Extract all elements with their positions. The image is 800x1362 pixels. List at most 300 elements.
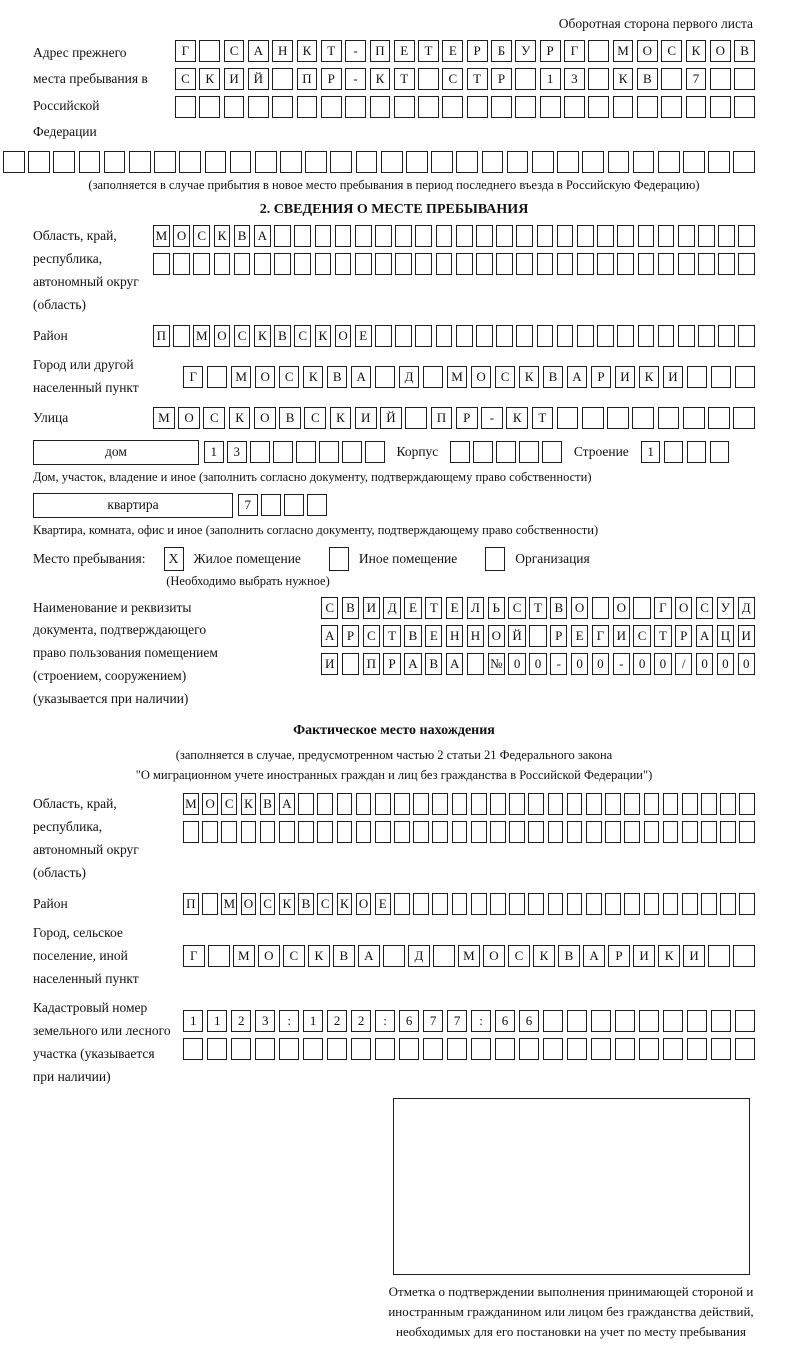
char-box[interactable]	[586, 793, 602, 815]
char-box[interactable]	[516, 225, 533, 247]
char-box[interactable]	[735, 1010, 755, 1032]
char-box[interactable]: Д	[383, 597, 400, 619]
char-box[interactable]: К	[297, 40, 318, 62]
char-box[interactable]	[557, 225, 574, 247]
char-box[interactable]: В	[234, 225, 251, 247]
char-box[interactable]	[53, 151, 75, 173]
char-box[interactable]	[395, 225, 412, 247]
char-box[interactable]	[476, 225, 493, 247]
char-box[interactable]: К	[199, 68, 220, 90]
char-box[interactable]: П	[363, 653, 380, 675]
char-box[interactable]: Р	[540, 40, 561, 62]
char-box[interactable]	[687, 441, 707, 463]
char-box[interactable]: В	[342, 597, 359, 619]
char-box[interactable]	[356, 821, 372, 843]
char-box[interactable]	[738, 325, 755, 347]
char-box[interactable]	[597, 325, 614, 347]
char-box[interactable]	[516, 325, 533, 347]
char-box[interactable]	[698, 253, 715, 275]
char-box[interactable]	[615, 1010, 635, 1032]
char-box[interactable]: П	[153, 325, 170, 347]
char-box[interactable]: У	[515, 40, 536, 62]
char-box[interactable]	[537, 253, 554, 275]
char-box[interactable]: Г	[183, 945, 205, 967]
char-box[interactable]	[528, 793, 544, 815]
char-box[interactable]	[202, 893, 218, 915]
char-box[interactable]	[319, 441, 339, 463]
char-box[interactable]: С	[294, 325, 311, 347]
char-box[interactable]	[663, 1010, 683, 1032]
char-box[interactable]	[452, 793, 468, 815]
char-box[interactable]	[394, 893, 410, 915]
char-box[interactable]	[365, 441, 385, 463]
char-box[interactable]	[639, 1010, 659, 1032]
char-box[interactable]	[557, 253, 574, 275]
char-box[interactable]	[644, 821, 660, 843]
char-box[interactable]: К	[303, 366, 323, 388]
char-box[interactable]	[183, 1038, 203, 1060]
char-box[interactable]: Д	[408, 945, 430, 967]
char-box[interactable]	[644, 893, 660, 915]
char-box[interactable]	[718, 225, 735, 247]
char-box[interactable]	[315, 225, 332, 247]
char-box[interactable]	[342, 653, 359, 675]
char-box[interactable]: Т	[394, 68, 415, 90]
char-box[interactable]: -	[345, 40, 366, 62]
char-box[interactable]: 3	[227, 441, 247, 463]
char-box[interactable]	[734, 68, 755, 90]
char-box[interactable]: Е	[355, 325, 372, 347]
char-box[interactable]	[710, 96, 731, 118]
char-box[interactable]	[624, 893, 640, 915]
char-box[interactable]	[567, 793, 583, 815]
char-box[interactable]	[591, 1038, 611, 1060]
char-box[interactable]: М	[447, 366, 467, 388]
char-box[interactable]	[207, 1038, 227, 1060]
char-box[interactable]: 0	[717, 653, 734, 675]
char-box[interactable]	[701, 821, 717, 843]
char-box[interactable]	[708, 945, 730, 967]
char-box[interactable]	[255, 151, 277, 173]
char-box[interactable]	[658, 253, 675, 275]
char-box[interactable]	[608, 151, 630, 173]
char-box[interactable]	[582, 407, 604, 429]
char-box[interactable]	[315, 253, 332, 275]
char-box[interactable]	[597, 225, 614, 247]
char-box[interactable]: К	[686, 40, 707, 62]
char-box[interactable]: И	[355, 407, 377, 429]
char-box[interactable]	[496, 253, 513, 275]
char-box[interactable]: О	[254, 407, 276, 429]
char-box[interactable]	[607, 407, 629, 429]
char-box[interactable]: Р	[456, 407, 478, 429]
char-box[interactable]	[467, 96, 488, 118]
char-box[interactable]	[153, 253, 170, 275]
char-box[interactable]	[317, 793, 333, 815]
char-box[interactable]: В	[550, 597, 567, 619]
char-box[interactable]	[224, 96, 245, 118]
char-box[interactable]: В	[404, 625, 421, 647]
char-box[interactable]	[355, 225, 372, 247]
char-box[interactable]	[733, 407, 755, 429]
char-box[interactable]: О	[571, 597, 588, 619]
char-box[interactable]	[375, 253, 392, 275]
char-box[interactable]: 1	[207, 1010, 227, 1032]
char-box[interactable]	[450, 441, 470, 463]
char-box[interactable]	[456, 325, 473, 347]
char-box[interactable]	[567, 1010, 587, 1032]
char-box[interactable]: А	[583, 945, 605, 967]
char-box[interactable]	[471, 1038, 491, 1060]
stay-type-checkbox-other[interactable]	[329, 547, 349, 571]
char-box[interactable]	[519, 441, 539, 463]
char-box[interactable]	[471, 793, 487, 815]
char-box[interactable]: В	[734, 40, 755, 62]
char-box[interactable]: 0	[696, 653, 713, 675]
char-box[interactable]	[255, 1038, 275, 1060]
char-box[interactable]	[542, 441, 562, 463]
char-box[interactable]: К	[613, 68, 634, 90]
char-box[interactable]: Л	[467, 597, 484, 619]
char-box[interactable]: А	[248, 40, 269, 62]
char-box[interactable]	[193, 253, 210, 275]
char-box[interactable]: Н	[272, 40, 293, 62]
char-box[interactable]	[433, 945, 455, 967]
char-box[interactable]	[720, 893, 736, 915]
char-box[interactable]: Г	[592, 625, 609, 647]
char-box[interactable]	[179, 151, 201, 173]
char-box[interactable]: -	[613, 653, 630, 675]
char-box[interactable]	[303, 1038, 323, 1060]
char-box[interactable]: Й	[508, 625, 525, 647]
char-box[interactable]	[701, 893, 717, 915]
char-box[interactable]: К	[254, 325, 271, 347]
char-box[interactable]: Р	[321, 68, 342, 90]
char-box[interactable]: О	[258, 945, 280, 967]
char-box[interactable]	[720, 821, 736, 843]
char-box[interactable]	[234, 253, 251, 275]
char-box[interactable]: О	[178, 407, 200, 429]
char-box[interactable]	[734, 96, 755, 118]
char-box[interactable]	[687, 1010, 707, 1032]
char-box[interactable]	[682, 793, 698, 815]
char-box[interactable]	[738, 253, 755, 275]
char-box[interactable]	[624, 793, 640, 815]
char-box[interactable]	[345, 96, 366, 118]
char-box[interactable]: В	[543, 366, 563, 388]
char-box[interactable]	[644, 793, 660, 815]
char-box[interactable]: К	[506, 407, 528, 429]
char-box[interactable]	[406, 151, 428, 173]
char-box[interactable]	[413, 793, 429, 815]
char-box[interactable]	[624, 821, 640, 843]
char-box[interactable]	[633, 597, 650, 619]
char-box[interactable]: -	[481, 407, 503, 429]
char-box[interactable]: А	[446, 653, 463, 675]
char-box[interactable]: К	[330, 407, 352, 429]
char-box[interactable]	[739, 793, 755, 815]
char-box[interactable]	[356, 151, 378, 173]
char-box[interactable]: С	[317, 893, 333, 915]
char-box[interactable]	[711, 1038, 731, 1060]
char-box[interactable]: Е	[404, 597, 421, 619]
char-box[interactable]	[342, 441, 362, 463]
char-box[interactable]	[279, 1038, 299, 1060]
char-box[interactable]	[586, 821, 602, 843]
char-box[interactable]	[491, 96, 512, 118]
char-box[interactable]: М	[231, 366, 251, 388]
char-box[interactable]: К	[214, 225, 231, 247]
char-box[interactable]: 6	[495, 1010, 515, 1032]
char-box[interactable]: О	[637, 40, 658, 62]
char-box[interactable]: К	[315, 325, 332, 347]
char-box[interactable]	[230, 151, 252, 173]
char-box[interactable]	[327, 1038, 347, 1060]
char-box[interactable]: Т	[425, 597, 442, 619]
char-box[interactable]: А	[321, 625, 338, 647]
char-box[interactable]: Р	[491, 68, 512, 90]
char-box[interactable]	[564, 96, 585, 118]
char-box[interactable]: Й	[248, 68, 269, 90]
char-box[interactable]	[495, 1038, 515, 1060]
char-box[interactable]	[739, 821, 755, 843]
char-box[interactable]: К	[308, 945, 330, 967]
char-box[interactable]: Д	[738, 597, 755, 619]
char-box[interactable]	[537, 225, 554, 247]
char-box[interactable]: 1	[641, 441, 661, 463]
char-box[interactable]: 1	[183, 1010, 203, 1032]
char-box[interactable]: И	[224, 68, 245, 90]
char-box[interactable]: Д	[399, 366, 419, 388]
char-box[interactable]	[473, 441, 493, 463]
char-box[interactable]: М	[613, 40, 634, 62]
char-box[interactable]: Е	[571, 625, 588, 647]
char-box[interactable]	[272, 68, 293, 90]
char-box[interactable]	[638, 225, 655, 247]
char-box[interactable]	[658, 325, 675, 347]
char-box[interactable]	[733, 945, 755, 967]
char-box[interactable]: И	[683, 945, 705, 967]
char-box[interactable]: С	[203, 407, 225, 429]
char-box[interactable]	[394, 96, 415, 118]
char-box[interactable]: Т	[532, 407, 554, 429]
char-box[interactable]: В	[333, 945, 355, 967]
char-box[interactable]	[207, 366, 227, 388]
char-box[interactable]: Р	[608, 945, 630, 967]
char-box[interactable]: О	[613, 597, 630, 619]
char-box[interactable]: В	[327, 366, 347, 388]
char-box[interactable]: С	[363, 625, 380, 647]
char-box[interactable]	[605, 821, 621, 843]
char-box[interactable]	[617, 325, 634, 347]
char-box[interactable]	[476, 325, 493, 347]
char-box[interactable]: О	[488, 625, 505, 647]
char-box[interactable]: С	[633, 625, 650, 647]
char-box[interactable]	[567, 821, 583, 843]
char-box[interactable]: Р	[467, 40, 488, 62]
char-box[interactable]	[515, 68, 536, 90]
char-box[interactable]: П	[370, 40, 391, 62]
char-box[interactable]	[456, 253, 473, 275]
char-box[interactable]: 1	[303, 1010, 323, 1032]
char-box[interactable]	[356, 793, 372, 815]
char-box[interactable]	[577, 253, 594, 275]
char-box[interactable]	[639, 1038, 659, 1060]
char-box[interactable]: Б	[491, 40, 512, 62]
char-box[interactable]: О	[356, 893, 372, 915]
char-box[interactable]	[567, 1038, 587, 1060]
char-box[interactable]: Н	[467, 625, 484, 647]
char-box[interactable]	[548, 793, 564, 815]
char-box[interactable]: О	[202, 793, 218, 815]
char-box[interactable]	[592, 597, 609, 619]
char-box[interactable]: Т	[321, 40, 342, 62]
char-box[interactable]	[383, 945, 405, 967]
char-box[interactable]: Т	[418, 40, 439, 62]
char-box[interactable]: К	[639, 366, 659, 388]
char-box[interactable]	[733, 151, 755, 173]
char-box[interactable]	[415, 325, 432, 347]
char-box[interactable]	[476, 253, 493, 275]
char-box[interactable]: К	[658, 945, 680, 967]
char-box[interactable]	[274, 253, 291, 275]
char-box[interactable]: Й	[380, 407, 402, 429]
char-box[interactable]	[711, 366, 731, 388]
char-box[interactable]	[615, 1038, 635, 1060]
char-box[interactable]	[557, 325, 574, 347]
char-box[interactable]	[678, 225, 695, 247]
char-box[interactable]: С	[661, 40, 682, 62]
char-box[interactable]	[588, 40, 609, 62]
char-box[interactable]	[543, 1010, 563, 1032]
char-box[interactable]	[205, 151, 227, 173]
char-box[interactable]	[415, 225, 432, 247]
char-box[interactable]	[442, 96, 463, 118]
char-box[interactable]: -	[345, 68, 366, 90]
char-box[interactable]	[296, 441, 316, 463]
char-box[interactable]	[637, 96, 658, 118]
char-box[interactable]	[405, 407, 427, 429]
char-box[interactable]	[337, 793, 353, 815]
char-box[interactable]	[173, 253, 190, 275]
char-box[interactable]: Р	[675, 625, 692, 647]
char-box[interactable]	[298, 793, 314, 815]
char-box[interactable]	[456, 151, 478, 173]
char-box[interactable]	[519, 1038, 539, 1060]
char-box[interactable]	[394, 821, 410, 843]
char-box[interactable]	[613, 96, 634, 118]
char-box[interactable]: О	[241, 893, 257, 915]
char-box[interactable]	[456, 225, 473, 247]
char-box[interactable]	[183, 821, 199, 843]
char-box[interactable]: Г	[654, 597, 671, 619]
char-box[interactable]	[632, 407, 654, 429]
char-box[interactable]	[577, 325, 594, 347]
char-box[interactable]	[273, 441, 293, 463]
char-box[interactable]: Е	[446, 597, 463, 619]
char-box[interactable]	[582, 151, 604, 173]
char-box[interactable]	[516, 253, 533, 275]
char-box[interactable]: П	[183, 893, 199, 915]
char-box[interactable]	[711, 1010, 731, 1032]
char-box[interactable]: 7	[447, 1010, 467, 1032]
char-box[interactable]: :	[471, 1010, 491, 1032]
char-box[interactable]	[375, 225, 392, 247]
char-box[interactable]: 3	[255, 1010, 275, 1032]
char-box[interactable]	[543, 1038, 563, 1060]
char-box[interactable]	[718, 253, 735, 275]
char-box[interactable]	[221, 821, 237, 843]
char-box[interactable]: Ц	[717, 625, 734, 647]
char-box[interactable]	[658, 225, 675, 247]
char-box[interactable]	[375, 325, 392, 347]
char-box[interactable]	[294, 253, 311, 275]
char-box[interactable]: И	[615, 366, 635, 388]
char-box[interactable]: О	[483, 945, 505, 967]
char-box[interactable]: С	[283, 945, 305, 967]
char-box[interactable]: 6	[519, 1010, 539, 1032]
char-box[interactable]	[686, 96, 707, 118]
char-box[interactable]	[567, 893, 583, 915]
char-box[interactable]: А	[279, 793, 295, 815]
char-box[interactable]	[305, 151, 327, 173]
char-box[interactable]	[432, 893, 448, 915]
char-box[interactable]: О	[255, 366, 275, 388]
char-box[interactable]	[482, 151, 504, 173]
char-box[interactable]	[720, 793, 736, 815]
char-box[interactable]	[375, 793, 391, 815]
char-box[interactable]	[279, 821, 295, 843]
char-box[interactable]	[395, 325, 412, 347]
char-box[interactable]: К	[533, 945, 555, 967]
char-box[interactable]	[413, 893, 429, 915]
char-box[interactable]	[548, 893, 564, 915]
char-box[interactable]	[588, 68, 609, 90]
char-box[interactable]	[633, 151, 655, 173]
char-box[interactable]	[509, 793, 525, 815]
char-box[interactable]: О	[173, 225, 190, 247]
char-box[interactable]	[739, 893, 755, 915]
char-box[interactable]	[436, 225, 453, 247]
char-box[interactable]	[399, 1038, 419, 1060]
char-box[interactable]	[515, 96, 536, 118]
char-box[interactable]: М	[153, 225, 170, 247]
char-box[interactable]	[663, 1038, 683, 1060]
char-box[interactable]	[678, 325, 695, 347]
char-box[interactable]: О	[675, 597, 692, 619]
char-box[interactable]	[104, 151, 126, 173]
char-box[interactable]	[537, 325, 554, 347]
char-box[interactable]	[432, 821, 448, 843]
char-box[interactable]	[375, 1038, 395, 1060]
char-box[interactable]	[375, 821, 391, 843]
char-box[interactable]: В	[274, 325, 291, 347]
char-box[interactable]	[605, 893, 621, 915]
char-box[interactable]	[423, 1038, 443, 1060]
char-box[interactable]	[418, 68, 439, 90]
char-box[interactable]: К	[519, 366, 539, 388]
char-box[interactable]	[588, 96, 609, 118]
char-box[interactable]	[490, 821, 506, 843]
char-box[interactable]: 0	[529, 653, 546, 675]
char-box[interactable]	[617, 253, 634, 275]
char-box[interactable]	[298, 821, 314, 843]
char-box[interactable]: Т	[467, 68, 488, 90]
char-box[interactable]: 7	[686, 68, 707, 90]
char-box[interactable]: 2	[351, 1010, 371, 1032]
char-box[interactable]: К	[337, 893, 353, 915]
char-box[interactable]: У	[717, 597, 734, 619]
